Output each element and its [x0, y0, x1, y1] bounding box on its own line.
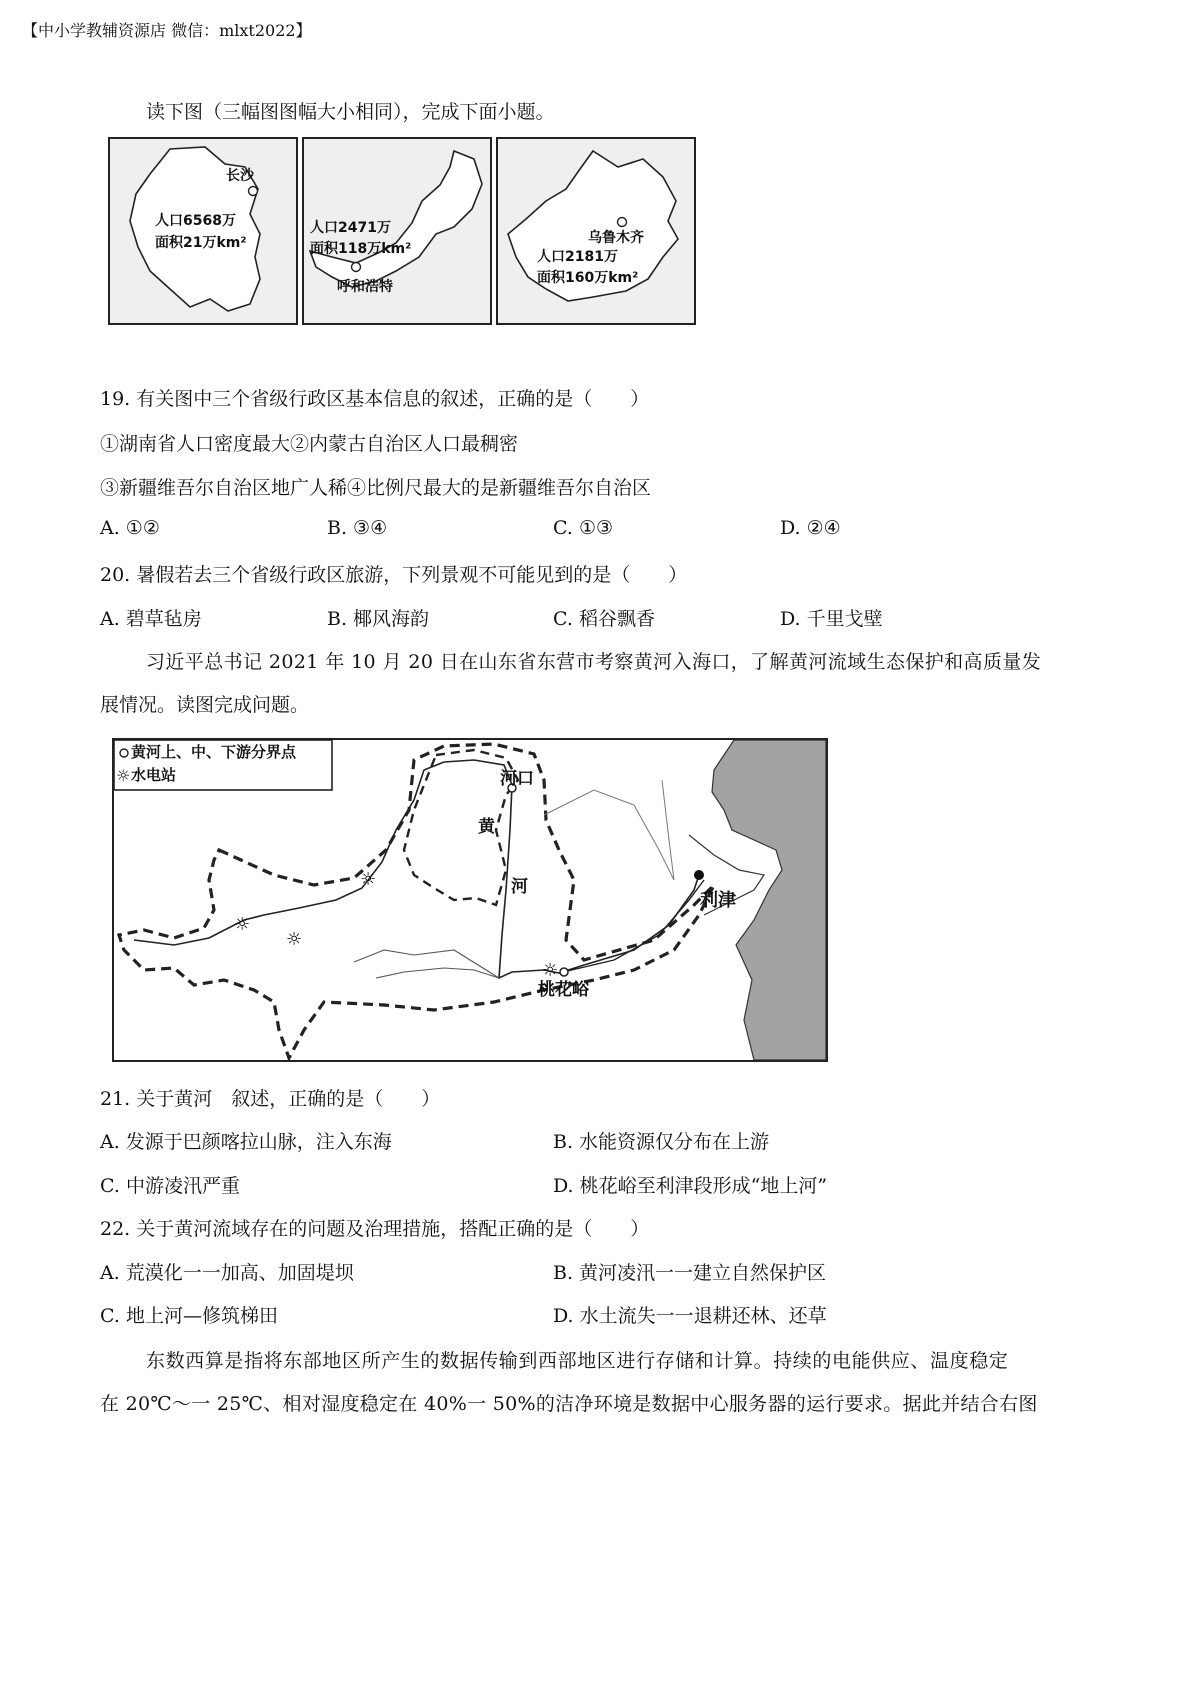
q19-option-d: D. ②④ — [780, 517, 841, 539]
map-hunan-city: 长沙 — [226, 168, 254, 184]
map-nm-city: 呼和浩特 — [337, 279, 393, 295]
q19-option-c: C. ①③ — [553, 517, 614, 539]
legend-point-label: 黄河上、中、下游分界点 — [131, 743, 297, 761]
map-nm-area: 面积118万km² — [310, 241, 412, 257]
label-he: 河 — [511, 877, 528, 897]
q22-option-b: B. 黄河凌汛一一建立自然保护区 — [553, 1262, 827, 1284]
q20-option-d: D. 千里戈壁 — [780, 608, 883, 630]
map-nm-pop: 人口2471万 — [310, 220, 391, 236]
q21-option-d: D. 桃花峪至利津段形成“地上河” — [553, 1175, 828, 1197]
hydro-station-icon: ☼ — [234, 914, 251, 935]
q19-line1: ①湖南省人口密度最大②内蒙古自治区人口最稠密 — [100, 433, 519, 455]
hydro-station-icon: ☼ — [360, 869, 377, 890]
q22-stem: 22. 关于黄河流域存在的问题及治理措施，搭配正确的是（ ） — [100, 1218, 650, 1240]
map-hunan — [108, 137, 298, 325]
q21-option-a: A. 发源于巴颜喀拉山脉，注入东海 — [100, 1131, 392, 1153]
q22-option-c: C. 地上河—修筑梯田 — [100, 1305, 278, 1327]
map-hunan-pop: 人口6568万 — [155, 213, 236, 229]
intro-text-3-line2: 在 20℃～一 25℃、相对湿度稳定在 40%一 50%的洁净环境是数据中心服务器的运行要求。据此并结合右图 — [100, 1393, 1038, 1415]
hunan-outline — [110, 139, 296, 323]
label-huang: 黄 — [478, 817, 495, 837]
q20-stem: 20. 暑假若去三个省级行政区旅游，下列景观不可能见到的是（ ） — [100, 564, 688, 586]
lijin-point — [694, 870, 704, 880]
hydro-station-icon: ☼ — [286, 929, 303, 950]
intro-text-3-line1: 东数西算是指将东部地区所产生的数据传输到西部地区进行存储和计算。持续的电能供应、温度稳定 — [146, 1350, 1009, 1372]
q22-option-a: A. 荒漠化一一加高、加固堤坝 — [100, 1262, 354, 1284]
label-taohuayu: 桃花峪 — [538, 980, 589, 1000]
label-lijin: 利津 — [700, 890, 736, 911]
q19-option-b: B. ③④ — [327, 517, 388, 539]
q20-option-c: C. 稻谷飘香 — [553, 608, 655, 630]
q20-option-b: B. 椰风海韵 — [327, 608, 430, 630]
q21-option-b: B. 水能资源仅分布在上游 — [553, 1131, 770, 1153]
intro-text-2-line2: 展情况。读图完成问题。 — [100, 694, 310, 716]
hydro-station-icon: ☼ — [542, 960, 559, 981]
map-hunan-area: 面积21万km² — [155, 235, 247, 251]
q20-option-a: A. 碧草毡房 — [100, 608, 202, 630]
yellow-river-main — [134, 760, 699, 978]
q21-stem: 21. 关于黄河 叙述，正确的是（ ） — [100, 1088, 441, 1110]
map-xj-area: 面积160万km² — [537, 270, 639, 286]
map-xj-pop: 人口2181万 — [537, 249, 618, 265]
map-xj-city: 乌鲁木齐 — [588, 230, 644, 246]
page-header: 【中小学教辅资源店 微信：mlxt2022】 — [22, 21, 312, 40]
intro-text-1: 读下图（三幅图图幅大小相同），完成下面小题。 — [146, 101, 555, 123]
boundary-point-icon — [120, 749, 128, 757]
q22-option-d: D. 水土流失一一退耕还林、还草 — [553, 1305, 827, 1327]
q21-option-c: C. 中游凌汛严重 — [100, 1175, 240, 1197]
q19-option-a: A. ①② — [100, 517, 160, 539]
legend-station-label: 水电站 — [131, 766, 177, 784]
label-hekou: 河口 — [500, 769, 534, 789]
intro-text-2-line1: 习近平总书记 2021 年 10 月 20 日在山东省东营市考察黄河入海口，了解黄河流域生态保护和高质量发 — [146, 651, 1042, 673]
hydro-legend-icon: ☼ — [116, 766, 131, 785]
q19-line2: ③新疆维吾尔自治区地广人稀④比例尺最大的是新疆维吾尔自治区 — [100, 477, 652, 499]
q19-stem: 19. 有关图中三个省级行政区基本信息的叙述，正确的是（ ） — [100, 388, 650, 410]
